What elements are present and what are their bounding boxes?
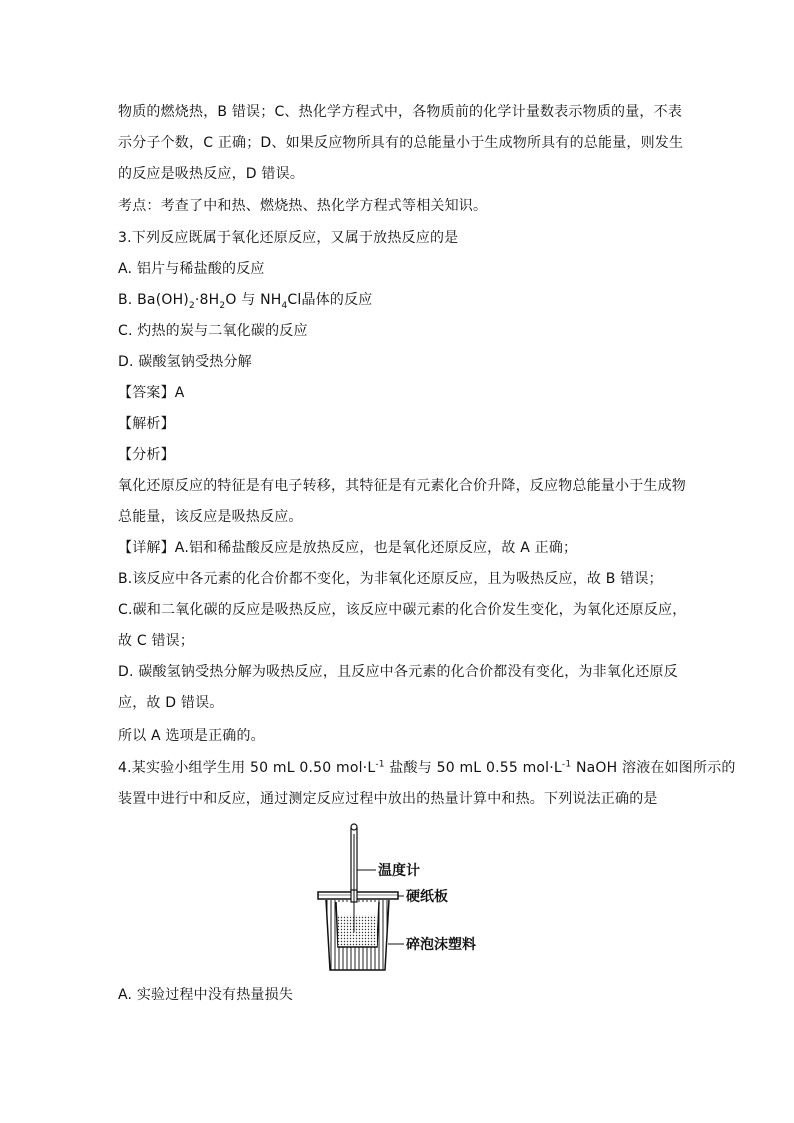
q3-option-b: B. $Ba(OH)_2\cdot 8H_2O$ 与 $NH_4Cl$晶体的反应 (118, 292, 373, 311)
text-line: 物质的燃烧热，B 错误；C、热化学方程式中，各物质前的化学计量数表示物质的量，不表 (118, 104, 683, 120)
conclusion-text: 所以 A 选项是正确的。 (118, 728, 265, 744)
calorimeter-figure (310, 820, 510, 980)
text-line: 考点：考查了中和热、燃烧热、热化学方程式等相关知识。 (118, 198, 488, 214)
detail-text: 故 C 错误； (118, 633, 195, 649)
q3-option-c: C. 灼热的炭与二氧化碳的反应 (118, 323, 308, 339)
text-line: 的反应是吸热反应，D 错误。 (118, 166, 305, 182)
detail-text: D. 碳酸氢钠受热分解为吸热反应，且反应中各元素的化合价都没有变化，为非氧化还原反 (118, 664, 678, 680)
answer-label: 【答案】A (118, 385, 185, 401)
q4-option-a: A. 实验过程中没有热量损失 (118, 987, 294, 1003)
detail-text: 应，故 D 错误。 (118, 695, 224, 711)
question-3-stem: 3.下列反应既属于氧化还原反应，又属于放热反应的是 (118, 230, 459, 246)
q3-option-d: D. 碳酸氢钠受热分解 (118, 354, 252, 370)
question-4-stem: 装置中进行中和反应，通过测定反应过程中放出的热量计算中和热。下列说法正确的是 (118, 791, 658, 807)
text-line: 示分子个数，C 正确；D、如果反应物所具有的总能量小于生成物所具有的总能量，则发生 (118, 135, 684, 151)
detail-text: B.该反应中各元素的化合价都不变化，为非氧化还原反应，且为吸热反应，故 B 错误； (118, 571, 663, 587)
analysis-text: 总能量，该反应是吸热反应。 (118, 509, 303, 525)
analysis-text: 氧化还原反应的特征是有电子转移，其特征是有元素化合价升降，反应物总能量小于生成物 (118, 478, 686, 494)
label-foam: 碎泡沫塑料 (406, 937, 476, 953)
explanation-label: 【解析】 (118, 416, 175, 432)
detail-text: C.碳和二氧化碳的反应是吸热反应，该反应中碳元素的化合价发生变化，为氧化还原反应， (118, 602, 687, 618)
thermometer-top (351, 824, 357, 830)
q3-option-a: A. 铝片与稀盐酸的反应 (118, 261, 265, 277)
solution (338, 915, 377, 946)
detail-text: 【详解】A.铝和稀盐酸反应是放热反应，也是氧化还原反应，故 A 正确； (118, 540, 578, 556)
cardboard-lid (318, 892, 398, 899)
question-4-stem: 4.某实验小组学生用 50 mL 0.50 $mol\cdot L^{-1}$ 盐酸与 50 mL 0.55 $mol\cdot L^{-1}$ NaOH 溶液在如图所示的 (118, 759, 736, 776)
label-thermometer: 温度计 (378, 863, 420, 879)
label-cardboard: 硬纸板 (406, 889, 448, 905)
analysis-label: 【分析】 (118, 447, 175, 463)
